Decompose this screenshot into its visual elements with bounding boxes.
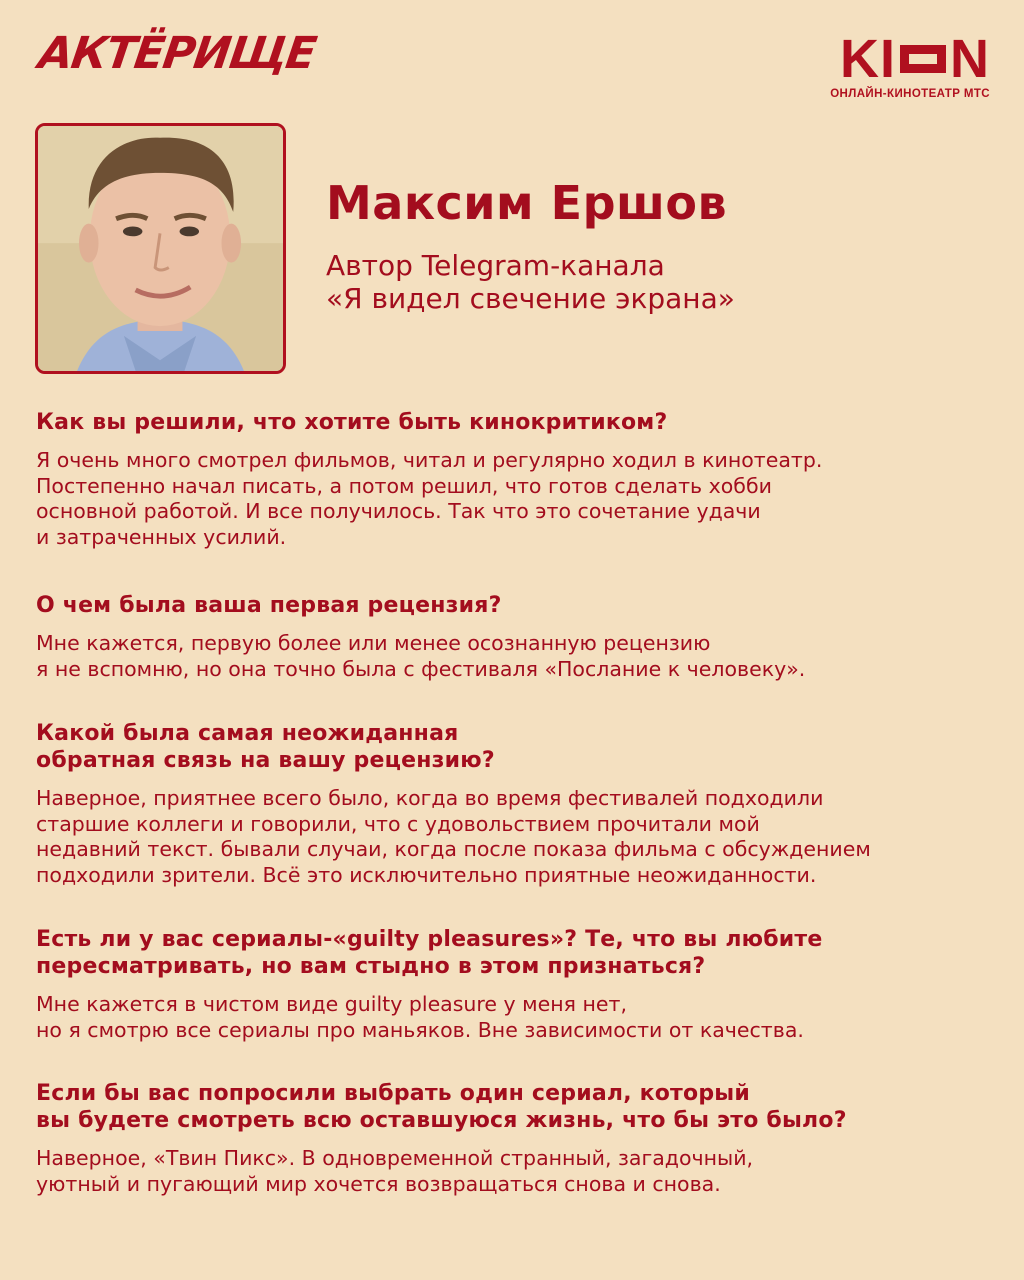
qa-block-2 [36,592,996,682]
answer [36,631,996,682]
question-line: Какой была самая неожиданная [36,721,459,746]
question-line: О чем была ваша первая рецензия? [36,593,502,618]
answer-line: Мне кажется, первую более или менее осознанную рецензию [36,631,711,655]
question [36,592,996,619]
kion-wordmark [798,29,990,89]
kion-letter-n: N [950,29,990,89]
answer-line: Наверное, «Твин Пикс». В одновременной странный, загадочный, [36,1146,754,1170]
question [36,720,996,774]
answer-line: подходили зрители. Всё это исключительно приятные неожиданности. [36,862,817,887]
aktyorishche-logo: АКТЁРИЩЕ [35,28,319,79]
answer-line: я не вспомню, но она точно была с фестиваля «Послание к человеку». [36,656,806,681]
question-line: обратная связь на вашу рецензию? [36,748,495,773]
kion-letter-i: I [879,29,896,89]
question [36,1080,996,1134]
question-line: Как вы решили, что хотите быть кинокритиком? [36,410,668,435]
portrait-illustration [38,126,283,371]
answer-line: уютный и пугающий мир хочется возвращаться снова и снова. [36,1171,721,1196]
question [36,409,996,436]
qa-block-5 [36,1080,996,1197]
question-line: вы будете смотреть всю оставшуюся жизнь, что бы это было? [36,1108,847,1133]
answer [36,786,996,888]
answer [36,1146,996,1197]
answer [36,992,996,1043]
qa-block-1 [36,409,996,550]
question-line: Есть ли у вас сериалы-«guilty pleasures»? Те, что вы любите [36,927,823,952]
answer-line: но я смотрю все сериалы про маньяков. Вне зависимости от качества. [36,1017,804,1042]
question-line: пересматривать, но вам стыдно в этом признаться? [36,954,706,979]
answer-line: старшие коллеги и говорили, что с удовольствием прочитали мой [36,811,760,836]
role-line-2: «Я видел свечение экрана» [326,282,735,315]
answer-line: недавний текст. бывали случаи, когда после показа фильма с обсуждением [36,837,871,861]
kion-logo [798,29,990,100]
qa-block-4 [36,926,996,1043]
question-line: Если бы вас попросили выбрать один сериал, который [36,1081,750,1106]
answer-line: Мне кажется в чистом виде guilty pleasure у меня нет, [36,992,627,1016]
person-name: Максим Ершов [326,176,728,230]
portrait-photo [35,123,286,374]
qa-block-3 [36,720,996,888]
kion-o-box [900,45,946,73]
answer-line: Наверное, приятнее всего было, когда во время фестивалей подходили [36,786,824,810]
kion-subtitle: ОНЛАЙН-КИНОТЕАТР МТС [830,88,990,100]
answer-line: основной работой. И все получилось. Так что это сочетание удачи [36,499,761,523]
kion-letter-k: K [839,29,880,89]
question [36,926,996,980]
answer-line: и затраченных усилий. [36,524,287,549]
answer [36,448,996,550]
role-line-1: Автор Telegram-канала [326,249,665,282]
answer-line: Постепенно начал писать, а потом решил, что готов сделать хобби [36,473,772,498]
answer-line: Я очень много смотрел фильмов, читал и регулярно ходил в кинотеатр. [36,448,823,472]
person-role [326,249,735,315]
